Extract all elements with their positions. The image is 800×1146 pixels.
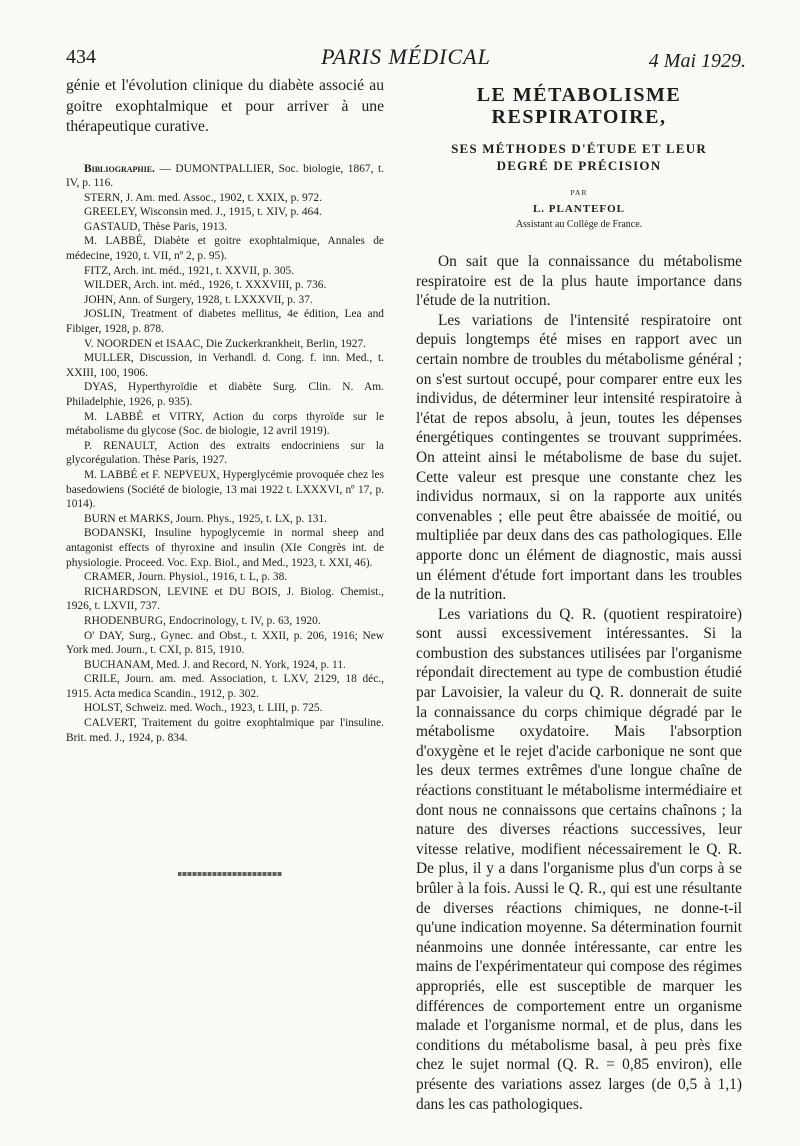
body-paragraph: Les variations du Q. R. (quotient respiratoire) sont aussi excessivement intéressantes. Si la combustion des substances utilisées par l'organisme répondait directement au type de combustion étudié par Lavoisier, la valeur du Q. R. donnerait de suite la connaissance du corps chimique dégradé par le métabolisme oxydatoire. Mais l'absorption d'oxygène et le rejet d'acide carbonique ne sont que les deux termes extrêmes d'une longue chaîne de réactions constituant le métabolisme intermédiaire et dont nous ne connaissons que certains chaînons ; la nature des diverses réactions successives, leur vitesse relative, modifient nécessairement le Q. R. De plus, il y a dans l'organisme plus d'un corps à se brûler à la fois. Aussi le Q. R., qui est une résultante de diverses réactions chimiques, ne donne-t-il qu'une indication moyenne. Sa détermination fournit néanmoins une donnée intéressante, car entre les mains de l'expérimentateur qui compose des régimes appropriés, elle est susceptible de marquer les différences de comportement entre un organisme malade et l'organisme normal, et de plus, dans les conditions du métabolisme basal, à peu près fixe chez le sujet normal (Q. R. = 0,85 environ), elle présente des variations assez larges (de 0,5 à 1,1) dans les cas pathologiques. [416, 605, 742, 1113]
bibliography-entry: CALVERT, Traitement du goitre exophtalmique par l'insuline. Brit. med. J., 1924, p. 834. [66, 717, 384, 744]
bibliography-entry: O' DAY, Surg., Gynec. and Obst., t. XXII, p. 206, 1916; New York med. Journ., t. CXI, p. 815, 1910. [66, 629, 384, 657]
journal-title: PARIS MÉDICAL [321, 44, 491, 69]
bibliography-entry: WILDER, Arch. int. méd., 1926, t. XXXVIII, p. 736. [84, 279, 327, 292]
article-title [416, 84, 742, 128]
page-number: 434 [66, 46, 96, 68]
article-body [416, 252, 742, 1114]
bibliography-entry: HOLST, Schweiz. med. Woch., 1923, t. LIII, p. 725. [84, 702, 323, 715]
body-paragraph: On sait que la connaissance du métabolisme respiratoire est de la plus haute importance dans l'étude de la nutrition. [416, 253, 742, 310]
bibliography-entry [66, 162, 384, 191]
section-divider-ornament [178, 872, 282, 876]
bibliography-entry: M. LABBÉ et VITRY, Action du corps thyroïde sur le métabolisme du glycose (Soc. de biologie, 12 avril 1919). [66, 410, 384, 438]
bibliography-entry: CRAMER, Journ. Physiol., 1916, t. L, p. 38. [84, 571, 288, 584]
left-column [66, 76, 384, 745]
bibliography-entry: V. NOORDEN et ISAAC, Die Zuckerkrankheit, Berlin, 1927. [84, 337, 366, 350]
article-subtitle-line: SES MÉTHODES D'ÉTUDE ET LEUR [451, 141, 707, 156]
bibliography [66, 162, 384, 746]
article-title-line: LE MÉTABOLISME [476, 84, 682, 106]
byline-par: PAR [570, 188, 588, 197]
bibliography-entry: BUCHANAM, Med. J. and Record, N. York, 1924, p. 11. [84, 658, 346, 671]
article-author: L. PLANTEFOL [532, 203, 626, 215]
bibliography-entry: JOSLIN, Treatment of diabetes mellitus, 4e édition, Lea and Fibiger, 1928, p. 878. [66, 308, 384, 336]
bibliography-entry: CRILE, Journ. am. med. Association, t. LXV, 2129, 18 déc., 1915. Acta medica Scandin., 1912, p. 302. [66, 673, 384, 700]
author-affiliation: Assistant au Collège de France. [515, 219, 643, 230]
bibliography-entry: M. LABBÉ, Diabète et goitre exophtalmique, Annales de médecine, 1920, t. VII, nº 2, p. 95). [66, 235, 384, 263]
bibliography-entry: RICHARDSON, LEVINE et DU BOIS, J. Biolog. Chemist., 1926, t. LXVII, 737. [66, 585, 384, 613]
continuation-paragraph: génie et l'évolution clinique du diabète associé au goitre exophtalmique et pour arriver à une thérapeutique curative. [66, 77, 384, 135]
bibliography-entry: RHODENBURG, Endocrinology, t. IV, p. 63, 1920. [84, 614, 321, 627]
bibliography-entry: GASTAUD, Thèse Paris, 1913. [84, 220, 228, 233]
bibliography-entry: M. LABBÉ et F. NEPVEUX, Hyperglycémie provoquée chez les basedowiens (Société de biologie, 13 mai 1922 t. LXXXVI, nº 17, p. 1014). [66, 468, 384, 511]
body-paragraph: Les variations de l'intensité respiratoire ont depuis longtemps été mises en rapport avec un certain nombre de troubles du métabolisme général ; on s'est surtout occupé, pour comparer entre eux les individus, de déterminer leur intensité respiratoire à l'état de repos absolu, à jeun, toutes les dépenses énergétiques contingentes se trouvant supprimées. On atteint ainsi le métabolisme de base du sujet. Cette valeur est presque une constante chez les individus normaux, si on la rapporte aux unités convenables ; elle peut être abaissée de moitié, ou multipliée par deux dans des cas pathologiques. Elle apporte donc un élément de diagnostic, mais aussi un élément d'étude fort important dans les troubles de la nutrition. [416, 311, 742, 604]
right-column [416, 76, 742, 1114]
bibliography-entry: GREELEY, Wisconsin med. J., 1915, t. XIV, p. 464. [84, 206, 322, 219]
bibliography-entry-text: — DUMONTPALLIER, Soc. biologie, 1867, t. IV, p. 116. [66, 162, 384, 190]
article-subtitle [416, 140, 742, 174]
bibliography-entry: JOHN, Ann. of Surgery, 1928, t. LXXXVII, p. 37. [84, 293, 313, 306]
article-subtitle-line: DEGRÉ DE PRÉCISION [496, 158, 662, 173]
bibliography-label: Bibliographie. [84, 162, 155, 175]
running-header [66, 44, 746, 78]
bibliography-entry: BURN et MARKS, Journ. Phys., 1925, t. LX, p. 131. [84, 512, 328, 525]
bibliography-entry: FITZ, Arch. int. méd., 1921, t. XXVII, p. 305. [84, 264, 295, 277]
issue-date: 4 Mai 1929. [648, 50, 746, 72]
bibliography-entry: MULLER, Discussion, in Verhandl. d. Cong. f. inn. Med., t. XXIII, 100, 1906. [66, 352, 384, 379]
bibliography-entry: P. RENAULT, Action des extraits endocriniens sur la glycorégulation. Thèse Paris, 1927. [66, 439, 384, 467]
bibliography-entry: STERN, J. Am. med. Assoc., 1902, t. XXIX, p. 972. [84, 191, 322, 204]
bibliography-entry: DYAS, Hyperthyroïdie et diabète Surg. Clin. N. Am. Philadelphie, 1926, p. 935). [66, 381, 384, 408]
article-title-line: RESPIRATOIRE, [491, 106, 667, 128]
bibliography-entry: BODANSKI, Insuline hypoglycemie in normal sheep and antagonist effects of thyroxine and insulin (XIe Congrès int. de physiologie. Proceed. Voc. Exp. Biol., and Med., 1923, t. XXI, 46). [66, 527, 384, 569]
